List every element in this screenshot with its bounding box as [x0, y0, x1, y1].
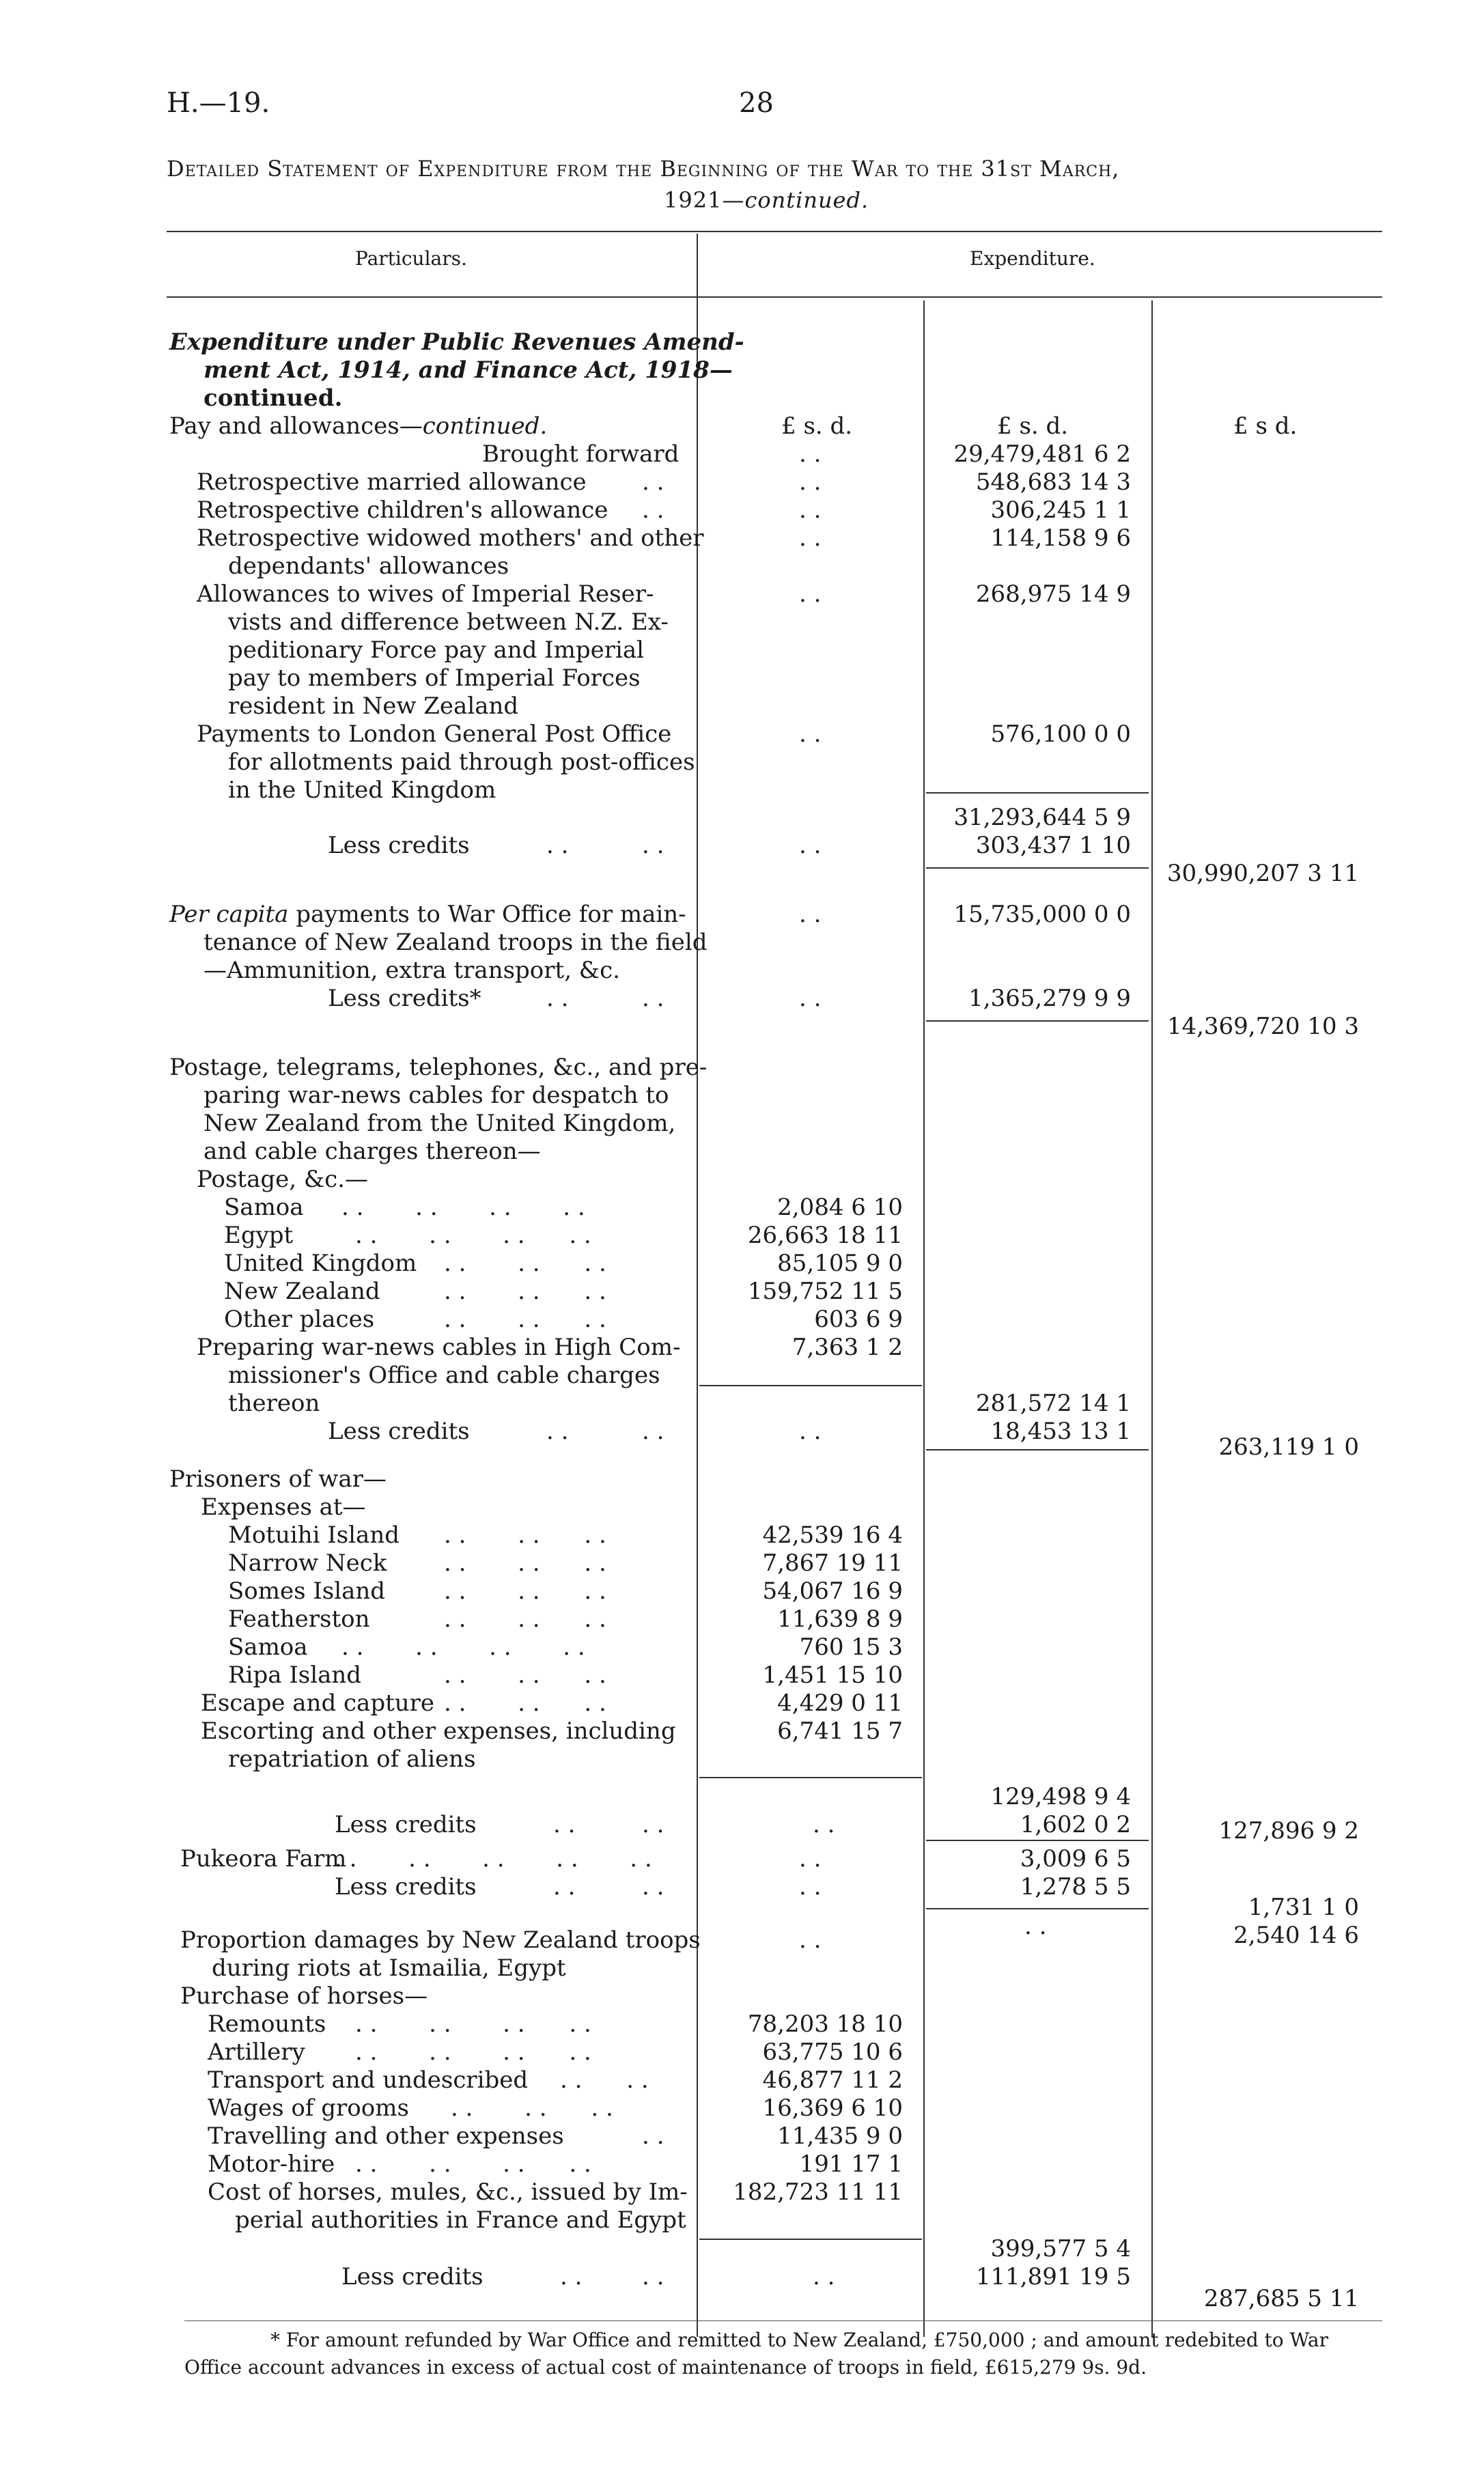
- leader-dots: . .: [642, 2122, 664, 2150]
- prisoners-heading: Prisoners of war—: [169, 1466, 387, 1493]
- leader-dots: . .: [642, 1811, 664, 1838]
- leader-dots: . .: [813, 2263, 835, 2290]
- leader-dots: . . . . . .: [444, 1689, 606, 1717]
- leader-dots: . .: [1024, 1913, 1047, 1940]
- postage-item-value: 26,663 18 11: [747, 1222, 903, 1249]
- brought-forward-value: 29,479,481 6 2: [953, 440, 1131, 468]
- horses-item-value: 11,435 9 0: [777, 2122, 903, 2150]
- postage-item-label: Other places: [224, 1306, 375, 1333]
- leader-dots: . . . . . .: [444, 1250, 606, 1277]
- line-item-label-cont: in the United Kingdom: [228, 776, 496, 804]
- column-header-expenditure: Expenditure.: [970, 247, 1095, 270]
- prisoners-subheading: Expenses at—: [201, 1494, 366, 1521]
- document-reference: H.—19.: [167, 87, 270, 119]
- subtotal-value: 31,293,644 5 9: [953, 804, 1131, 831]
- subtotal-rule: [699, 1385, 922, 1386]
- postage-item-value: 2,084 6 10: [777, 1194, 903, 1221]
- leader-dots: . . . . . .: [451, 2094, 613, 2122]
- subtotal-value: 281,572 14 1: [975, 1390, 1131, 1417]
- postage-item-value: 85,105 9 0: [777, 1250, 903, 1277]
- statement-title: Detailed Statement of Expenditure from the Beginning of the War to the 31st March,: [167, 156, 1120, 182]
- escape-value: 4,429 0 11: [777, 1689, 903, 1717]
- postage-subheading: Postage, &c.—: [197, 1166, 368, 1193]
- postage-item-label: Samoa: [224, 1194, 304, 1221]
- prisoners-item-label: Samoa: [228, 1633, 308, 1661]
- leader-dots: . . . . . .: [444, 1549, 606, 1577]
- horses-item-value: 16,369 6 10: [762, 2094, 903, 2122]
- prisoners-item-label: Ripa Island: [228, 1661, 362, 1689]
- leader-dots: . . . . . .: [444, 1306, 606, 1333]
- less-credits-label: Less credits: [328, 1418, 470, 1445]
- leader-dots: . .: [799, 580, 822, 608]
- leader-dots: . . . . . . . .: [355, 2038, 591, 2066]
- less-credits-value: 1,365,279 9 9: [968, 985, 1131, 1012]
- leader-dots: . .: [642, 2263, 664, 2290]
- subtotal-rule: [699, 1777, 922, 1778]
- section-heading-line3: continued.: [204, 384, 343, 412]
- net-total-value: 14,369,720 10 3: [1166, 1013, 1359, 1040]
- rule-header: [167, 296, 1382, 298]
- horses-item-value: 46,877 11 2: [762, 2066, 903, 2094]
- net-rule: [926, 1840, 1149, 1841]
- prisoners-item-value: 1,451 15 10: [762, 1661, 903, 1689]
- damages-label: Proportion damages by New Zealand troops: [180, 1926, 701, 1954]
- line-item-label-cont: resident in New Zealand: [228, 692, 519, 720]
- pay-allowances-heading: Pay and allowances—continued.: [169, 412, 548, 440]
- postage-heading-cont: and cable charges thereon—: [204, 1138, 541, 1165]
- prisoners-item-label: Featherston: [228, 1605, 370, 1633]
- postage-item-label: United Kingdom: [224, 1250, 417, 1277]
- net-rule: [926, 1449, 1149, 1450]
- horses-item-label: Travelling and other expenses: [208, 2122, 564, 2150]
- horses-item-label: Wages of grooms: [208, 2094, 409, 2122]
- net-rule: [926, 867, 1149, 869]
- leader-dots: . .: [799, 1418, 822, 1445]
- leader-dots: . .: [799, 440, 822, 468]
- escorting-label: Escorting and other expenses, including: [201, 1717, 676, 1745]
- prisoners-item-label: Motuihi Island: [228, 1522, 400, 1549]
- currency-header-col3: £ s d.: [1233, 412, 1298, 440]
- per-capita-label-cont: tenance of New Zealand troops in the field: [204, 929, 708, 956]
- postage-heading-cont: paring war-news cables for despatch to: [204, 1082, 669, 1109]
- subtotal-value: 399,577 5 4: [990, 2235, 1131, 2262]
- horses-item-value: 63,775 10 6: [762, 2038, 903, 2066]
- leader-dots: . . . . . . . . . .: [335, 1845, 652, 1873]
- less-credits-value: 1,602 0 2: [1020, 1811, 1131, 1838]
- leader-dots: . .: [546, 832, 569, 859]
- leader-dots: . .: [813, 1811, 835, 1838]
- line-item-value: 114,158 9 6: [990, 524, 1131, 552]
- footnote-rule: [184, 2320, 1382, 2321]
- leader-dots: . .: [799, 832, 822, 859]
- net-rule: [926, 1908, 1149, 1909]
- cables-label: Preparing war-news cables in High Com-: [197, 1334, 681, 1361]
- per-capita-value: 15,735,000 0 0: [953, 901, 1131, 928]
- leader-dots: . .: [799, 1926, 822, 1954]
- leader-dots: . .: [553, 1811, 576, 1838]
- imperial-cost-label: Cost of horses, mules, &c., issued by Im-: [208, 2178, 688, 2206]
- line-item-value: 548,683 14 3: [975, 468, 1131, 496]
- damages-label-cont: during riots at Ismailia, Egypt: [212, 1954, 566, 1982]
- prisoners-item-value: 54,067 16 9: [762, 1577, 903, 1605]
- leader-dots: . .: [799, 524, 822, 552]
- prisoners-item-label: Somes Island: [228, 1577, 386, 1605]
- cables-value: 7,363 1 2: [792, 1334, 903, 1361]
- less-credits-label: Less credits: [335, 1873, 477, 1901]
- line-item-label-cont: peditionary Force pay and Imperial: [228, 636, 645, 664]
- line-item-label-cont: dependants' allowances: [228, 552, 509, 580]
- less-credits-value: 111,891 19 5: [975, 2263, 1131, 2290]
- leader-dots: . .: [553, 1873, 576, 1901]
- prisoners-item-label: Narrow Neck: [228, 1549, 387, 1577]
- statement-title-line2: 1921—continued.: [664, 187, 869, 213]
- currency-header-col2: £ s. d.: [997, 412, 1069, 440]
- line-item-label: Retrospective widowed mothers' and other: [197, 524, 704, 552]
- leader-dots: . . . . . . . .: [341, 1633, 585, 1661]
- line-item-label: Retrospective children's allowance: [197, 496, 608, 524]
- subtotal-rule: [699, 2239, 922, 2240]
- damages-value: 2,540 14 6: [1233, 1922, 1359, 1949]
- leader-dots: . . . . . .: [444, 1577, 606, 1605]
- footnote-line2: Office account advances in excess of actual cost of maintenance of troops in field, £615,279 9s. 9d.: [184, 2356, 1147, 2379]
- leader-dots: . .: [799, 468, 822, 496]
- less-credits-label: Less credits: [335, 1811, 477, 1838]
- imperial-cost-label-cont: perial authorities in France and Egypt: [235, 2206, 686, 2234]
- line-item-value: 306,245 1 1: [990, 496, 1131, 524]
- leader-dots: . . . . . . . .: [355, 1222, 591, 1249]
- escorting-label-cont: repatriation of aliens: [228, 1745, 476, 1773]
- leader-dots: . . . . . .: [444, 1605, 606, 1633]
- line-item-value: 576,100 0 0: [990, 720, 1131, 748]
- subtotal-value: 129,498 9 4: [990, 1783, 1131, 1810]
- per-capita-label: Per capita payments to War Office for main-: [169, 901, 686, 928]
- prisoners-item-value: 11,639 8 9: [777, 1605, 903, 1633]
- postage-item-label: Egypt: [224, 1222, 294, 1249]
- net-total-value: 263,119 1 0: [1218, 1433, 1359, 1461]
- less-credits-value: 1,278 5 5: [1020, 1873, 1131, 1901]
- page-number: 28: [739, 87, 774, 119]
- leader-dots: . . . . . .: [444, 1278, 606, 1305]
- leader-dots: . .: [799, 1845, 822, 1873]
- prisoners-item-value: 42,539 16 4: [762, 1522, 903, 1549]
- net-total-value: 30,990,207 3 11: [1166, 860, 1359, 887]
- net-total-value: 1,731 1 0: [1248, 1894, 1359, 1921]
- postage-item-label: New Zealand: [224, 1278, 380, 1305]
- currency-header-col1: £ s. d.: [781, 412, 853, 440]
- horses-item-label: Remounts: [208, 2010, 326, 2038]
- less-credits-label: Less credits: [341, 2263, 484, 2290]
- leader-dots: . . . . . . . .: [341, 1194, 585, 1221]
- horses-heading: Purchase of horses—: [180, 1982, 428, 2010]
- horses-item-label: Artillery: [208, 2038, 305, 2066]
- line-item-label-cont: pay to members of Imperial Forces: [228, 664, 641, 692]
- leader-dots: . . . .: [560, 2066, 649, 2094]
- leader-dots: . .: [546, 1418, 569, 1445]
- leader-dots: . . . . . .: [444, 1661, 606, 1689]
- subtotal-rule: [926, 792, 1149, 794]
- leader-dots: . .: [799, 901, 822, 928]
- horses-item-label: Transport and undescribed: [208, 2066, 529, 2094]
- column-rule-3: [1151, 300, 1153, 2337]
- column-rule-2: [923, 300, 925, 2337]
- leader-dots: . .: [642, 1873, 664, 1901]
- less-credits-label: Less credits: [328, 832, 470, 859]
- horses-item-label: Motor-hire: [208, 2150, 335, 2178]
- leader-dots: . .: [642, 468, 664, 496]
- leader-dots: . .: [642, 985, 664, 1012]
- leader-dots: . .: [799, 720, 822, 748]
- prisoners-item-value: 7,867 19 11: [762, 1549, 903, 1577]
- leader-dots: . .: [642, 496, 664, 524]
- horses-item-value: 191 17 1: [799, 2150, 903, 2178]
- leader-dots: . . . . . . . .: [355, 2150, 591, 2178]
- escape-label: Escape and capture: [201, 1689, 435, 1717]
- horses-item-value: 78,203 18 10: [747, 2010, 903, 2038]
- less-credits-value: 18,453 13 1: [990, 1418, 1131, 1445]
- leader-dots: . .: [799, 496, 822, 524]
- leader-dots: . .: [799, 1873, 822, 1901]
- net-rule: [926, 1020, 1149, 1022]
- leader-dots: . . . . . . . .: [355, 2010, 591, 2038]
- leader-dots: . .: [642, 832, 664, 859]
- footnote-line1: * For amount refunded by War Office and remitted to New Zealand, £750,000 ; and amount redebited to War: [270, 2329, 1328, 2351]
- line-item-label: Retrospective married allowance: [197, 468, 587, 496]
- leader-dots: . .: [560, 2263, 583, 2290]
- farm-label: Pukeora Farm: [180, 1845, 347, 1873]
- rule-top: [167, 231, 1382, 232]
- leader-dots: . .: [546, 985, 569, 1012]
- cables-label-cont: missioner's Office and cable charges: [228, 1362, 660, 1389]
- column-header-particulars: Particulars.: [355, 247, 467, 270]
- leader-dots: . . . . . .: [444, 1522, 606, 1549]
- line-item-label: Payments to London General Post Office: [197, 720, 672, 748]
- brought-forward-label: Brought forward: [482, 440, 680, 468]
- prisoners-item-value: 760 15 3: [799, 1633, 903, 1661]
- postage-heading: Postage, telegrams, telephones, &c., and pre-: [169, 1054, 708, 1081]
- line-item-label-cont: vists and difference between N.Z. Ex-: [228, 608, 669, 636]
- cables-label-cont: thereon: [228, 1390, 320, 1417]
- net-total-value: 287,685 5 11: [1203, 2285, 1359, 2312]
- imperial-cost-value: 182,723 11 11: [733, 2178, 903, 2206]
- less-credits-label: Less credits*: [328, 985, 481, 1012]
- line-item-value: 268,975 14 9: [975, 580, 1131, 608]
- net-total-value: 127,896 9 2: [1218, 1817, 1359, 1845]
- farm-value: 3,009 6 5: [1020, 1845, 1131, 1873]
- section-heading-line2: ment Act, 1914, and Finance Act, 1918—: [204, 356, 733, 384]
- leader-dots: . .: [799, 985, 822, 1012]
- postage-item-value: 159,752 11 5: [747, 1278, 903, 1305]
- postage-item-value: 603 6 9: [814, 1306, 903, 1333]
- escorting-value: 6,741 15 7: [777, 1717, 903, 1745]
- line-item-label-cont: for allotments paid through post-offices: [228, 748, 695, 776]
- leader-dots: . .: [642, 1418, 664, 1445]
- line-item-label: Allowances to wives of Imperial Reser-: [197, 580, 654, 608]
- section-heading: Expenditure under Public Revenues Amend-: [169, 328, 744, 356]
- postage-heading-cont: New Zealand from the United Kingdom,: [204, 1110, 676, 1137]
- less-credits-value: 303,437 1 10: [975, 832, 1131, 859]
- per-capita-label-cont: —Ammunition, extra transport, &c.: [204, 957, 620, 984]
